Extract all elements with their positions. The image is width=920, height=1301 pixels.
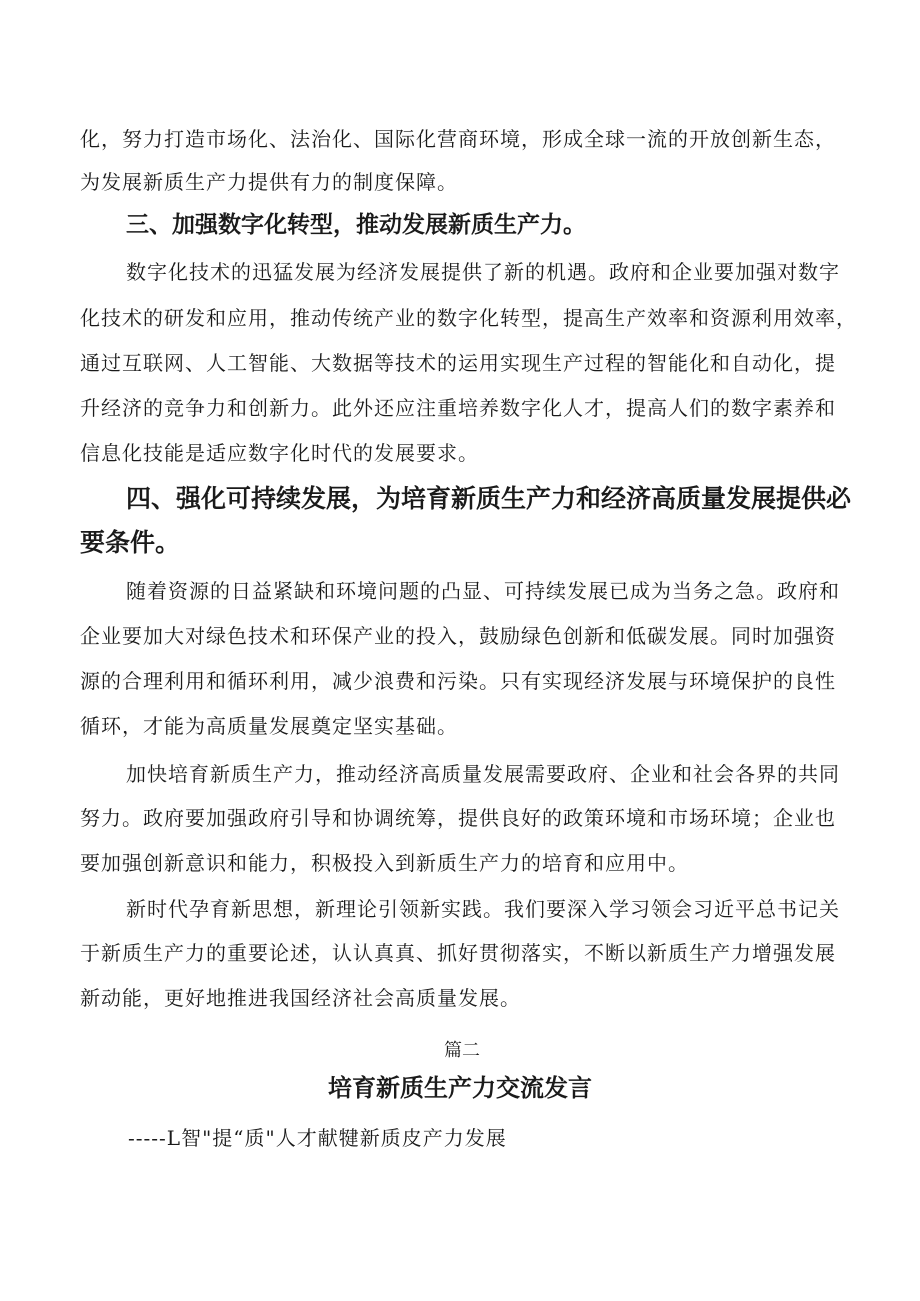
section-3-line-3: 通过互联网、人工智能、大数据等技术的运用实现生产过程的智能化和自动化，提 [80,351,836,375]
section-4-para-2-line-1: 加快培育新质生产力，推动经济高质量发展需要政府、企业和社会各界的共同 [126,762,840,786]
section-3-line-1: 数字化技术的迅猛发展为经济发展提供了新的机遇。政府和企业要加强对数字 [126,260,840,284]
section-4-para-3-line-2: 于新质生产力的重要论述，认认真真、抓好贯彻落实，不断以新质生产力增强发展 [80,941,836,965]
section-4-para-3-line-3: 新动能，更好地推进我国经济社会高质量发展。 [80,986,521,1010]
intro-line-1: 化，努力打造市场化、法治化、国际化营商环境，形成全球一流的开放创新生态， [80,127,836,151]
section-4-heading-line-2: 要条件。 [80,528,181,557]
section-3-line-2: 化技术的研发和应用，推动传统产业的数字化转型，提高生产效率和资源利用效率， [80,306,857,330]
part-2-subtitle: -----L智"提“质"人才献犍新质皮产力发展 [128,1126,507,1150]
section-4-para-2-line-2: 努力。政府要加强政府引导和协调统筹，提供良好的政策环境和市场环境；企业也 [80,806,836,830]
section-3-line-5: 信息化技能是适应数字化时代的发展要求。 [80,441,479,465]
section-4-para-3-line-1: 新时代孕育新思想，新理论引领新实践。我们要深入学习领会习近平总书记关 [126,897,840,921]
section-4-para-1-line-3: 源的合理利用和循环利用，减少浪费和污染。只有实现经济发展与环境保护的良性 [80,669,836,693]
section-4-para-1-line-1: 随着资源的日益紧缺和环境问题的凸显、可持续发展已成为当务之急。政府和 [126,579,840,603]
part-2-label: 篇二 [444,1040,480,1061]
section-4-para-1-line-4: 循环，才能为高质量发展奠定坚实基础。 [80,714,458,738]
section-3-line-4: 升经济的竞争力和创新力。此外还应注重培养数字化人才，提高人们的数字素养和 [80,396,836,420]
intro-line-2: 为发展新质生产力提供有力的制度保障。 [80,170,458,194]
part-2-title: 培育新质生产力交流发言 [328,1074,592,1102]
section-4-para-2-line-3: 要加强创新意识和能力，积极投入到新质生产力的培育和应用中。 [80,851,689,875]
section-3-heading: 三、加强数字化转型，推动发展新质生产力。 [126,212,586,238]
section-4-para-1-line-2: 企业要加大对绿色技术和环保产业的投入，鼓励绿色创新和低碳发展。同时加强资 [80,624,836,648]
section-4-heading-line-1: 四、强化可持续发展，为培育新质生产力和经济高质量发展提供必 [126,484,852,513]
